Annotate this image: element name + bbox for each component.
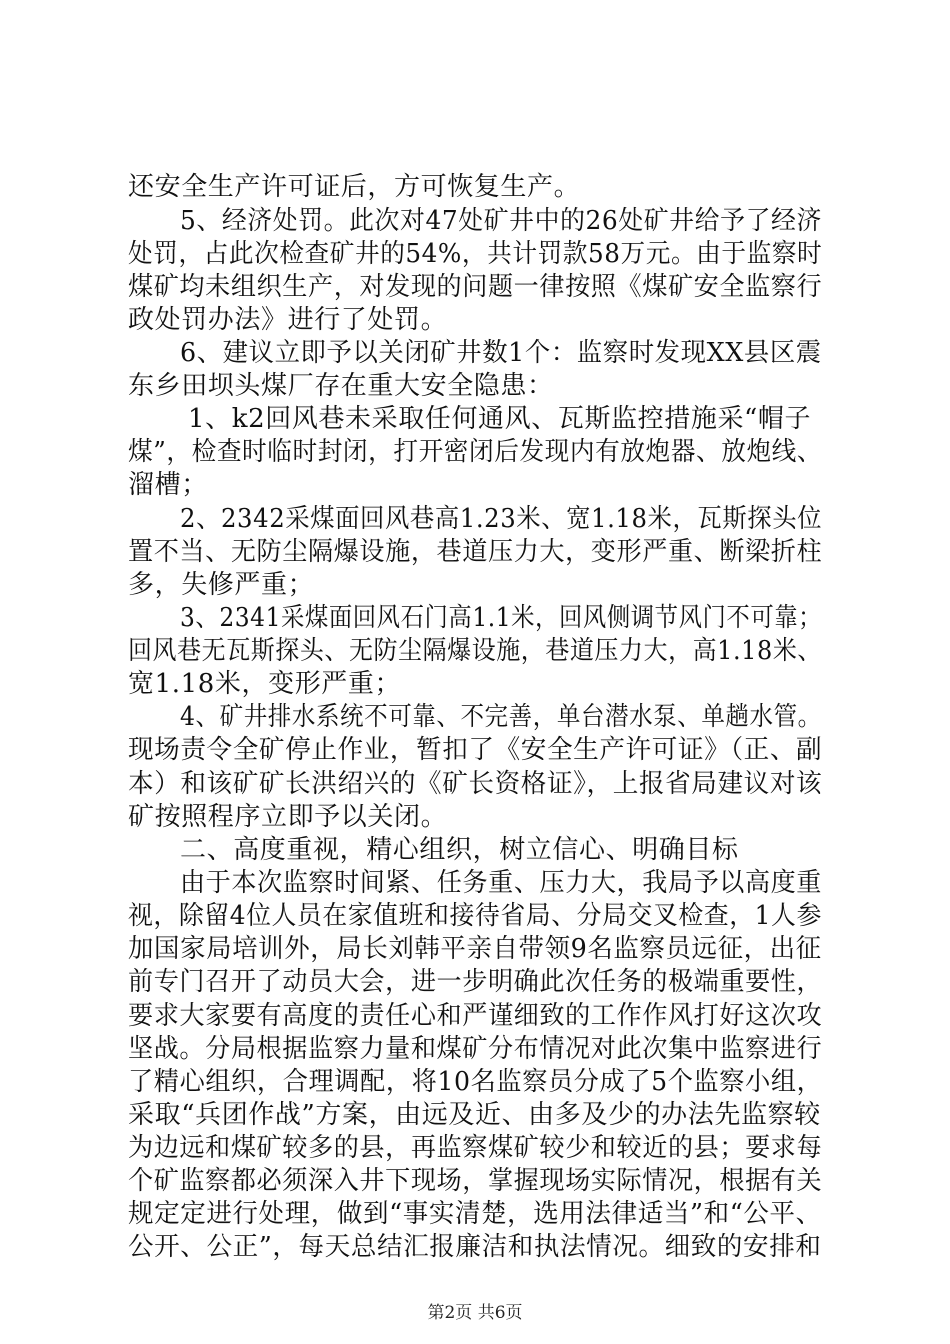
text-line: 政处罚办法》进行了处罚。 (128, 305, 448, 335)
text-line: 公开、公正”，每天总结汇报廉洁和执法情况。细致的安排和 (128, 1232, 822, 1262)
text-line: 煤”，检查时临时封闭，打开密闭后发现内有放炮器、放炮线、 (128, 437, 823, 467)
text-line: 矿按照程序立即予以关闭。 (128, 802, 448, 832)
text-line: 本）和该矿矿长洪绍兴的《矿长资格证》，上报省局建议对该 (128, 769, 823, 799)
text-line: 多，失修严重； (128, 570, 315, 600)
text-line: 4、矿井排水系统不可靠、不完善，单台潜水泵、单趟水管。 (180, 702, 822, 732)
text-line: 6、建议立即予以关闭矿井数1个：监察时发现XX县区震 (180, 338, 822, 368)
text-line: 现场责令全矿停止作业，暂扣了《安全生产许可证》（正、副 (128, 735, 823, 765)
text-line: 煤矿均未组织生产，对发现的问题一律按照《煤矿安全监察行 (128, 272, 823, 302)
text-line: 宽1.18米，变形严重； (128, 669, 402, 699)
text-line: 加国家局培训外，局长刘韩平亲自带领9名监察员远征，出征 (128, 934, 822, 964)
text-line: 个矿监察都必须深入井下现场，掌握现场实际情况，根据有关 (128, 1166, 823, 1196)
text-line: 5、经济处罚。此次对47处矿井中的26处矿井给予了经济 (180, 206, 822, 236)
text-line: 前专门召开了动员大会，进一步明确此次任务的极端重要性， (128, 967, 823, 997)
text-line: 为边远和煤矿较多的县，再监察煤矿较少和较近的县；要求每 (128, 1133, 823, 1163)
text-line: 还安全生产许可证后，方可恢复生产。 (128, 172, 581, 202)
text-line: 处罚，占此次检查矿井的54%，共计罚款58万元。由于监察时 (128, 239, 823, 269)
text-line: 1、k2回风巷未采取任何通风、瓦斯监控措施采“帽子 (188, 404, 812, 434)
text-line: 要求大家要有高度的责任心和严谨细致的工作作风打好这次攻 (128, 1001, 823, 1031)
text-line: 3、2341采煤面回风石门高1.1米，回风侧调节风门不可靠； (180, 603, 823, 633)
text-line: 置不当、无防尘隔爆设施，巷道压力大，变形严重、断梁折柱 (128, 537, 823, 567)
text-line: 由于本次监察时间紧、任务重、压力大，我局予以高度重 (180, 868, 823, 898)
page-number-footer: 第2页 共6页 (427, 1303, 523, 1323)
text-line: 坚战。分局根据监察力量和煤矿分布情况对此次集中监察进行 (128, 1034, 823, 1064)
text-line: 溜槽； (128, 470, 208, 500)
text-line: 采取“兵团作战”方案，由远及近、由多及少的办法先监察较 (128, 1100, 821, 1130)
text-line: 了精心组织，合理调配，将10名监察员分成了5个监察小组， (128, 1067, 823, 1097)
text-line: 视，除留4位人员在家值班和接待省局、分局交叉检查，1人参 (128, 901, 822, 931)
section-heading: 二、高度重视，精心组织，树立信心、明确目标 (180, 835, 739, 865)
text-line: 规定定进行处理，做到“事实清楚，选用法律适当”和“公平、 (128, 1199, 822, 1229)
text-line: 2、2342采煤面回风巷高1.23米、宽1.18米，瓦斯探头位 (180, 504, 823, 534)
text-line: 回风巷无瓦斯探头、无防尘隔爆设施，巷道压力大，高1.18米、 (128, 636, 822, 666)
text-line: 东乡田坝头煤厂存在重大安全隐患： (128, 371, 554, 401)
